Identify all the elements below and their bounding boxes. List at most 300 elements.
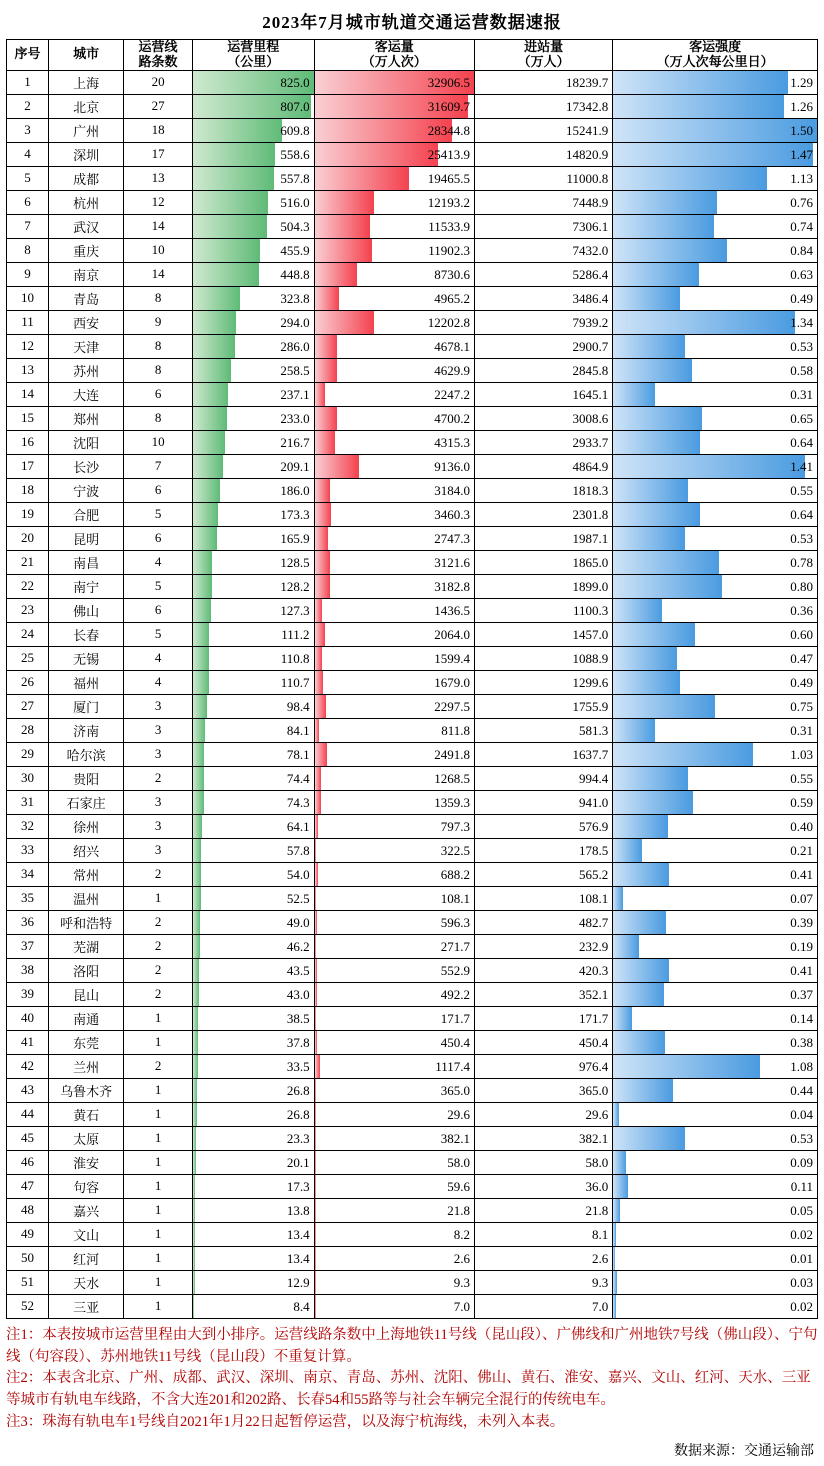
cell-intensity [613,430,818,454]
header-km [192,40,314,71]
cell-intensity [613,670,818,694]
cell-entries-value: 171.7 [579,1010,609,1026]
cell-km-value: 825.0 [280,74,310,90]
cell-km [192,262,314,286]
cell-km [192,166,314,190]
cell-km-value: 13.8 [286,1202,310,1218]
cell-passengers-value: 2064.0 [434,626,470,642]
cell-index: 28 [7,718,49,742]
cell-passengers-value: 3121.6 [434,554,470,570]
cell-index: 8 [7,238,49,262]
cell-index: 26 [7,670,49,694]
cell-city: 哈尔滨 [49,742,124,766]
cell-intensity [613,838,818,862]
cell-passengers [314,238,474,262]
cell-entries [474,478,612,502]
cell-km [192,430,314,454]
cell-km-value: 33.5 [286,1058,310,1074]
cell-km [192,910,314,934]
cell-entries-value: 108.1 [579,890,609,906]
cell-intensity-value: 0.53 [790,530,813,546]
cell-city: 贵阳 [49,766,124,790]
cell-intensity [613,862,818,886]
cell-entries-value: 2.6 [592,1250,609,1266]
cell-passengers-value: 9136.0 [434,458,470,474]
cell-intensity [613,694,818,718]
table-row [7,766,818,790]
cell-index: 48 [7,1198,49,1222]
cell-passengers-value: 3184.0 [434,482,470,498]
cell-index: 37 [7,934,49,958]
cell-passengers [314,742,474,766]
cell-lines: 3 [124,694,193,718]
cell-entries [474,982,612,1006]
cell-entries [474,118,612,142]
cell-km-value: 13.4 [286,1250,310,1266]
cell-passengers [314,166,474,190]
cell-index: 42 [7,1054,49,1078]
cell-lines: 1 [124,1294,193,1318]
cell-entries-value: 576.9 [579,818,609,834]
data-source: 数据来源：交通运输部 [674,1443,814,1459]
cell-entries [474,214,612,238]
table-row [7,118,818,142]
cell-km [192,982,314,1006]
cell-passengers [314,862,474,886]
cell-km-value: 43.5 [286,962,310,978]
cell-intensity-value: 1.41 [790,458,813,474]
cell-lines: 2 [124,958,193,982]
cell-index: 6 [7,190,49,214]
table-row [7,142,818,166]
cell-entries-value: 1987.1 [572,530,609,546]
cell-passengers [314,910,474,934]
cell-intensity [613,622,818,646]
cell-passengers-value: 4678.1 [434,338,470,354]
cell-entries-value: 7432.0 [572,242,609,258]
cell-lines: 8 [124,286,193,310]
cell-intensity-value: 0.74 [790,218,813,234]
cell-km [192,1126,314,1150]
cell-intensity-value: 0.01 [790,1250,813,1266]
cell-intensity [613,574,818,598]
cell-index: 11 [7,310,49,334]
cell-entries-value: 4864.9 [572,458,609,474]
table-row [7,262,818,286]
cell-entries-value: 1457.0 [572,626,609,642]
cell-km-value: 448.8 [280,266,310,282]
cell-passengers-value: 28344.8 [427,122,470,138]
notes-block [6,1325,818,1434]
cell-intensity [613,526,818,550]
table-row [7,166,818,190]
cell-city: 呼和浩特 [49,910,124,934]
cell-passengers-value: 171.7 [440,1010,470,1026]
table-row [7,1102,818,1126]
cell-intensity [613,742,818,766]
cell-intensity [613,286,818,310]
table-row [7,550,818,574]
header-km-line1: 运营里程 [227,39,280,54]
cell-passengers [314,286,474,310]
table-row [7,1078,818,1102]
cell-index: 50 [7,1246,49,1270]
cell-intensity [613,790,818,814]
cell-entries [474,1150,612,1174]
cell-entries-value: 58.0 [585,1154,609,1170]
table-row [7,1246,818,1270]
cell-intensity-value: 0.44 [790,1082,813,1098]
cell-passengers-value: 25413.9 [427,146,470,162]
cell-intensity [613,1078,818,1102]
cell-city: 长沙 [49,454,124,478]
cell-km [192,142,314,166]
cell-passengers-value: 382.1 [440,1130,470,1146]
cell-intensity-value: 0.60 [790,626,813,642]
cell-intensity-value: 0.11 [790,1178,813,1194]
cell-intensity [613,1150,818,1174]
cell-intensity [613,1030,818,1054]
cell-passengers-value: 29.6 [447,1106,470,1122]
header-intensity-line2: （万人次每公里日） [656,53,774,69]
cell-km-value: 186.0 [280,482,310,498]
cell-entries [474,70,612,94]
cell-entries [474,430,612,454]
cell-intensity-value: 1.13 [790,170,813,186]
cell-intensity-value: 1.03 [790,746,813,762]
cell-intensity-value: 1.50 [790,122,813,138]
cell-index: 33 [7,838,49,862]
cell-passengers-value: 59.6 [447,1178,470,1194]
cell-intensity-value: 0.55 [790,482,813,498]
cell-km-value: 46.2 [286,938,310,954]
cell-lines: 1 [124,1006,193,1030]
cell-city: 长春 [49,622,124,646]
cell-intensity [613,814,818,838]
table-row [7,982,818,1006]
cell-intensity [613,334,818,358]
cell-km-value: 516.0 [280,194,310,210]
cell-km-value: 52.5 [286,890,310,906]
cell-entries [474,718,612,742]
table-row [7,838,818,862]
table-row [7,406,818,430]
cell-entries-value: 1299.6 [572,674,609,690]
cell-passengers-value: 4700.2 [434,410,470,426]
cell-index: 40 [7,1006,49,1030]
cell-passengers [314,262,474,286]
cell-km [192,862,314,886]
cell-index: 12 [7,334,49,358]
cell-intensity [613,142,818,166]
cell-index: 13 [7,358,49,382]
cell-entries [474,1198,612,1222]
cell-lines: 3 [124,838,193,862]
cell-km-value: 165.9 [280,530,310,546]
table-row [7,1270,818,1294]
cell-index: 52 [7,1294,49,1318]
cell-entries [474,646,612,670]
cell-entries [474,94,612,118]
cell-km [192,1150,314,1174]
cell-km [192,1294,314,1318]
cell-passengers-value: 2297.5 [434,698,470,714]
cell-lines: 3 [124,718,193,742]
table-row [7,886,818,910]
cell-km-value: 74.3 [286,794,310,810]
cell-entries-value: 352.1 [579,986,609,1002]
cell-entries [474,742,612,766]
table-row [7,286,818,310]
cell-entries-value: 1755.9 [572,698,609,714]
cell-city: 文山 [49,1222,124,1246]
cell-lines: 3 [124,814,193,838]
cell-passengers [314,358,474,382]
table-row [7,1006,818,1030]
cell-km-value: 233.0 [280,410,310,426]
cell-km [192,790,314,814]
table-row [7,814,818,838]
cell-entries-value: 450.4 [579,1034,609,1050]
cell-lines: 6 [124,526,193,550]
cell-km-value: 127.3 [280,602,310,618]
cell-entries-value: 178.5 [579,842,609,858]
cell-km-value: 237.1 [280,386,310,402]
cell-city: 北京 [49,94,124,118]
table-row [7,454,818,478]
cell-km-value: 558.6 [280,146,310,162]
cell-entries [474,238,612,262]
cell-passengers-value: 1117.4 [435,1058,470,1074]
note-2: 注2：本表含北京、广州、成都、武汉、深圳、南京、青岛、苏州、沈阳、佛山、黄石、淮安、嘉兴、文山、红河、天水、三亚等城市有轨电车线路，不含大连201和202路、长春54和55路等与社会车辆完全混行的传统电车。 [6,1370,811,1409]
table-row [7,310,818,334]
cell-km [192,886,314,910]
cell-entries [474,1174,612,1198]
cell-passengers [314,574,474,598]
cell-lines: 12 [124,190,193,214]
table-row [7,718,818,742]
cell-passengers-value: 4629.9 [434,362,470,378]
table-row [7,646,818,670]
cell-lines: 4 [124,550,193,574]
cell-lines: 9 [124,310,193,334]
cell-lines: 3 [124,742,193,766]
cell-lines: 10 [124,430,193,454]
cell-passengers [314,142,474,166]
table-row [7,1030,818,1054]
cell-intensity-value: 0.09 [790,1154,813,1170]
cell-passengers [314,1030,474,1054]
cell-intensity [613,262,818,286]
cell-passengers [314,598,474,622]
table-body [7,70,818,1318]
table-row [7,382,818,406]
cell-city: 南昌 [49,550,124,574]
cell-km-value: 294.0 [280,314,310,330]
cell-lines: 17 [124,142,193,166]
cell-km [192,118,314,142]
cell-entries-value: 2845.8 [572,362,609,378]
cell-intensity-value: 0.64 [790,434,813,450]
cell-intensity-value: 0.40 [790,818,813,834]
cell-intensity-value: 0.31 [790,722,813,738]
cell-index: 15 [7,406,49,430]
cell-city: 温州 [49,886,124,910]
cell-entries [474,910,612,934]
cell-intensity [613,1222,818,1246]
cell-lines: 8 [124,358,193,382]
cell-km [192,334,314,358]
cell-intensity-value: 0.47 [790,650,813,666]
cell-city: 红河 [49,1246,124,1270]
cell-city: 合肥 [49,502,124,526]
table-row [7,958,818,982]
cell-city: 深圳 [49,142,124,166]
cell-index: 38 [7,958,49,982]
cell-passengers-value: 492.2 [440,986,470,1002]
cell-entries-value: 5286.4 [572,266,609,282]
cell-passengers [314,670,474,694]
header-passengers-line1: 客运量 [374,39,414,54]
cell-city: 兰州 [49,1054,124,1078]
table-row [7,94,818,118]
cell-km [192,550,314,574]
cell-city: 三亚 [49,1294,124,1318]
cell-entries-value: 36.0 [585,1178,609,1194]
cell-city: 福州 [49,670,124,694]
cell-index: 29 [7,742,49,766]
header-intensity-line1: 客运强度 [689,39,742,54]
cell-intensity [613,958,818,982]
cell-lines: 1 [124,1198,193,1222]
cell-km-value: 54.0 [286,866,310,882]
cell-intensity-value: 0.02 [790,1226,813,1242]
header-lines-line2: 路条数 [138,53,178,69]
cell-passengers-value: 365.0 [440,1082,470,1098]
cell-intensity [613,382,818,406]
cell-km [192,238,314,262]
cell-passengers-value: 450.4 [440,1034,470,1050]
cell-km [192,214,314,238]
cell-entries-value: 382.1 [579,1130,609,1146]
cell-passengers [314,478,474,502]
cell-entries [474,1078,612,1102]
cell-city: 天津 [49,334,124,358]
cell-city: 佛山 [49,598,124,622]
cell-entries [474,1054,612,1078]
cell-km-value: 64.1 [286,818,310,834]
cell-entries-value: 9.3 [592,1274,609,1290]
cell-index: 24 [7,622,49,646]
cell-lines: 6 [124,382,193,406]
cell-km [192,406,314,430]
cell-entries-value: 2900.7 [572,338,609,354]
cell-intensity [613,1126,818,1150]
cell-passengers [314,934,474,958]
cell-passengers [314,382,474,406]
note-1: 注1：本表按城市运营里程由大到小排序。运营线路条数中上海地铁11号线（昆山段）、广佛线和广州地铁7号线（佛山段）、宁句线（句容段）、苏州地铁11号线（昆山段）不重复计算。 [6,1326,818,1365]
cell-entries-value: 7306.1 [572,218,609,234]
table-row [7,1198,818,1222]
cell-index: 47 [7,1174,49,1198]
cell-intensity-value: 1.29 [790,74,813,90]
cell-km [192,1246,314,1270]
cell-intensity [613,934,818,958]
cell-passengers [314,790,474,814]
cell-index: 39 [7,982,49,1006]
cell-entries-value: 1899.0 [572,578,609,594]
cell-passengers-value: 1599.4 [434,650,470,666]
cell-km-value: 110.7 [280,674,310,690]
cell-km [192,454,314,478]
table-row [7,934,818,958]
cell-entries [474,838,612,862]
cell-passengers [314,1078,474,1102]
cell-passengers-value: 1679.0 [434,674,470,690]
cell-entries-value: 1100.3 [573,602,609,618]
cell-km [192,574,314,598]
cell-passengers-value: 11533.9 [428,218,470,234]
cell-entries [474,1006,612,1030]
cell-lines: 1 [124,1078,193,1102]
cell-lines: 14 [124,214,193,238]
cell-intensity-value: 0.38 [790,1034,813,1050]
cell-km-value: 557.8 [280,170,310,186]
cell-passengers-value: 4315.3 [434,434,470,450]
cell-entries [474,622,612,646]
table-row [7,790,818,814]
cell-km [192,1078,314,1102]
cell-km-value: 173.3 [280,506,310,522]
cell-intensity-value: 0.84 [790,242,813,258]
cell-index: 19 [7,502,49,526]
cell-entries [474,286,612,310]
cell-km [192,670,314,694]
cell-entries [474,814,612,838]
cell-entries [474,598,612,622]
cell-intensity-value: 0.63 [790,266,813,282]
cell-passengers-value: 811.8 [441,722,470,738]
cell-city: 昆明 [49,526,124,550]
cell-passengers-value: 108.1 [440,890,470,906]
cell-city: 东莞 [49,1030,124,1054]
cell-entries [474,1102,612,1126]
table-row [7,1054,818,1078]
cell-km-value: 8.4 [293,1298,310,1314]
cell-passengers-value: 3182.8 [434,578,470,594]
cell-entries-value: 18239.7 [566,74,609,90]
page-title: 2023年7月城市轨道交通运营数据速报 [262,13,562,32]
cell-city: 宁波 [49,478,124,502]
header-intensity [613,40,818,71]
cell-intensity [613,550,818,574]
cell-km [192,1174,314,1198]
table-row [7,742,818,766]
cell-index: 30 [7,766,49,790]
cell-passengers-value: 19465.5 [427,170,470,186]
cell-index: 10 [7,286,49,310]
cell-passengers [314,118,474,142]
cell-passengers [314,1294,474,1318]
cell-entries-value: 21.8 [585,1202,609,1218]
cell-km-value: 78.1 [286,746,310,762]
cell-km [192,958,314,982]
cell-lines: 5 [124,622,193,646]
cell-entries [474,310,612,334]
cell-km-value: 57.8 [286,842,310,858]
cell-intensity-value: 0.03 [790,1274,813,1290]
cell-entries [474,502,612,526]
